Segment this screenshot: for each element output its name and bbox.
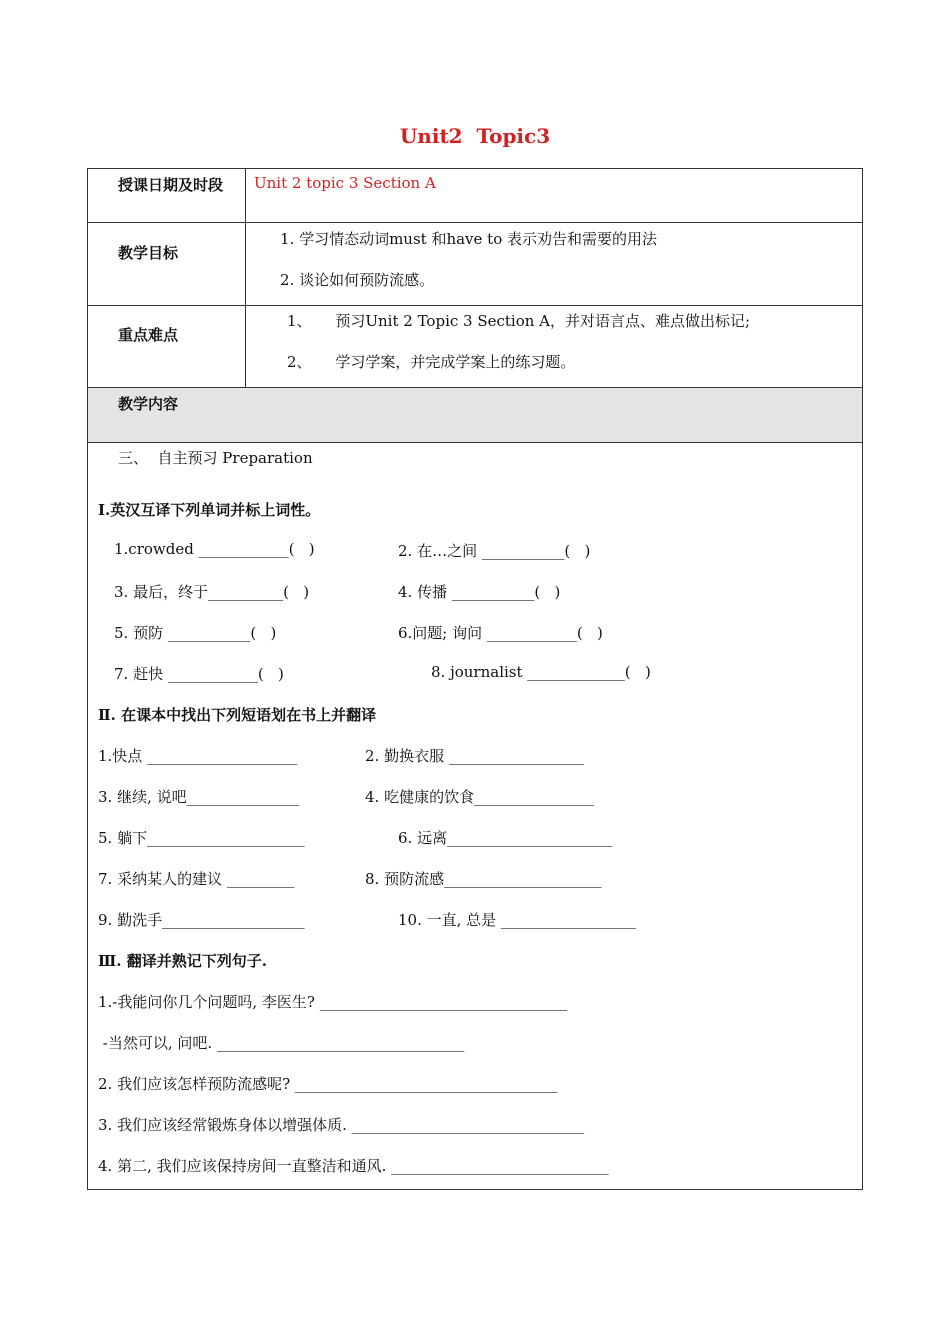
date-value: Unit 2 topic 3 Section A — [254, 174, 436, 192]
key-point: 1、 预习Unit 2 Topic 3 Section A，并对语言点、难点做出标记; — [287, 312, 751, 330]
phrase-item: 10. 一直, 总是 __________________ — [398, 911, 636, 929]
content-label: 教学内容 — [118, 395, 179, 413]
sentence-item: 2. 我们应该怎样预防流感呢? ___________________________________ — [98, 1075, 558, 1093]
row-divider — [88, 305, 862, 306]
date-label: 授课日期及时段 — [118, 176, 224, 194]
phrase-item: 8. 预防流感_____________________ — [365, 870, 602, 888]
document-title: Unit2 Topic3 — [399, 124, 551, 148]
section3-heading: Ⅲ. 翻译并熟记下列句子. — [98, 952, 267, 970]
section1-heading: Ⅰ.英汉互译下列单词并标上词性。 — [98, 501, 321, 519]
vocab-item: 4. 传播 ___________( ) — [398, 583, 561, 601]
vocab-item: 7. 赶快 ____________( ) — [114, 665, 284, 683]
column-divider — [245, 169, 246, 387]
phrase-item: 2. 勤换衣服 __________________ — [365, 747, 584, 765]
sentence-item: -当然可以, 问吧. _________________________________ — [98, 1034, 465, 1052]
phrase-item: 6. 远离______________________ — [398, 829, 613, 847]
phrase-item: 7. 采纳某人的建议 _________ — [98, 870, 295, 888]
vocab-item: 2. 在…之间 ___________( ) — [398, 542, 591, 560]
key-point: 2、 学习学案，并完成学案上的练习题。 — [287, 353, 576, 371]
goal-item: 2. 谈论如何预防流感。 — [280, 271, 435, 289]
row-divider — [88, 387, 862, 388]
phrase-item: 3. 继续, 说吧_______________ — [98, 788, 300, 806]
sentence-item: 4. 第二, 我们应该保持房间一直整洁和通风. _____________________________ — [98, 1157, 609, 1175]
phrase-item: 1.快点 ____________________ — [98, 747, 298, 765]
goal-label: 教学目标 — [118, 244, 179, 262]
vocab-item: 3. 最后，终于__________( ) — [114, 583, 310, 601]
vocab-item: 5. 预防 ___________( ) — [114, 624, 277, 642]
content-header-shade — [88, 388, 862, 443]
sentence-item: 1.-我能问你几个问题吗, 李医生? _________________________________ — [98, 993, 568, 1011]
goal-item: 1. 学习情态动词must 和have to 表示劝告和需要的用法 — [280, 230, 658, 248]
phrase-item: 5. 躺下_____________________ — [98, 829, 305, 847]
vocab-item: 8. journalist _____________( ) — [431, 663, 651, 681]
row-divider — [88, 442, 862, 443]
prep-heading: 三、 自主预习 Preparation — [118, 449, 313, 467]
lesson-plan-table — [87, 168, 863, 1190]
row-divider — [88, 222, 862, 223]
phrase-item: 9. 勤洗手___________________ — [98, 911, 305, 929]
phrase-item: 4. 吃健康的饮食________________ — [365, 788, 595, 806]
sentence-item: 3. 我们应该经常锻炼身体以增强体质. _______________________________ — [98, 1116, 585, 1134]
section2-heading: Ⅱ. 在课本中找出下列短语划在书上并翻译 — [98, 706, 377, 724]
vocab-item: 1.crowded ____________( ) — [114, 540, 315, 558]
key-label: 重点难点 — [118, 326, 179, 344]
vocab-item: 6.问题; 询问 ____________( ) — [398, 624, 603, 642]
